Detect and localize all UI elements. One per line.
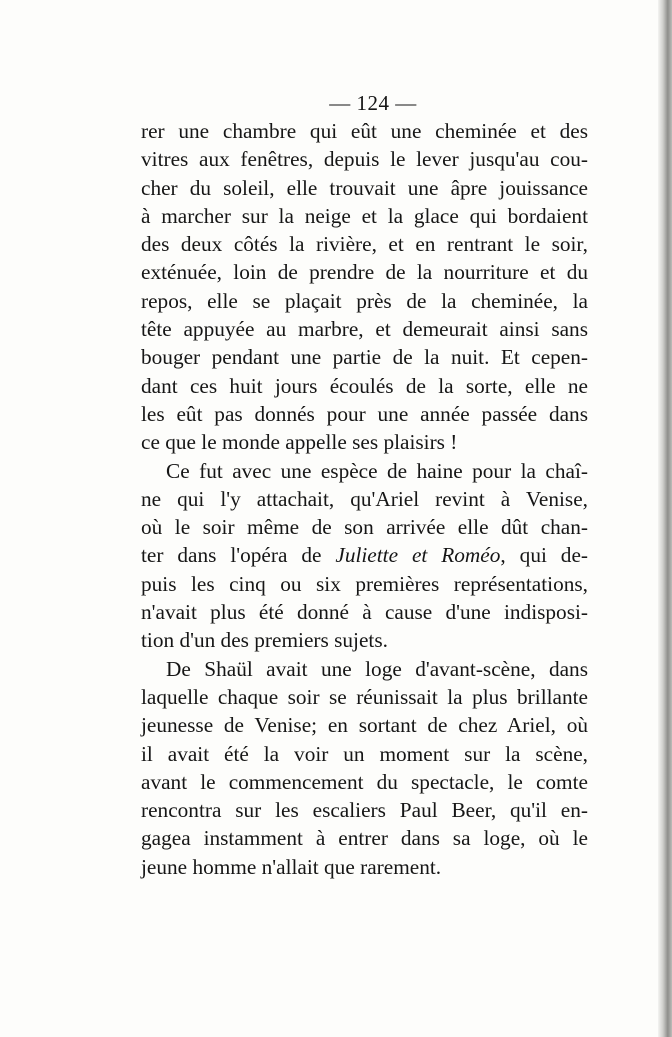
text-line: jeune homme n'allait que rarement.: [141, 854, 442, 879]
text-line: laquelle chaque soir se réunissait la plus brillante: [141, 684, 588, 709]
text-line: ce que le monde appelle ses plaisirs !: [141, 430, 458, 455]
text-fragment: ter dans l'opéra de: [141, 543, 322, 568]
text-line: des deux côtés la rivière, et en rentrant le soir,: [141, 232, 588, 257]
paragraph-1: [141, 117, 588, 457]
opera-title: Juliette et Roméo: [335, 543, 501, 568]
text-line: il avait été la voir un moment sur la scène,: [141, 741, 588, 766]
text-line: De Shaül avait une loge d'avant-scène, dans: [166, 656, 588, 681]
text-line: à marcher sur la neige et la glace qui bordaient: [141, 203, 588, 228]
text-line: n'avait plus été donné à cause d'une indisposi-: [141, 600, 588, 625]
text-line: dant ces huit jours écoulés de la sorte, elle ne: [141, 373, 588, 398]
text-line: bouger pendant une partie de la nuit. Et cepen-: [141, 345, 588, 370]
text-line: tête appuyée au marbre, et demeurait ainsi sans: [141, 317, 588, 342]
text-line: rencontra sur les escaliers Paul Beer, qu'il en-: [141, 798, 588, 823]
text-line: tion d'un des premiers sujets.: [141, 628, 388, 653]
text-line: jeunesse de Venise; en sortant de chez Ariel, où: [141, 713, 588, 738]
text-line: rer une chambre qui eût une cheminée et des: [141, 119, 588, 143]
text-line: où le soir même de son arrivée elle dût chan-: [141, 515, 588, 540]
text-line: avant le commencement du spectacle, le comte: [141, 769, 588, 794]
paragraph-2: [141, 457, 588, 655]
text-line: repos, elle se plaçait près de la cheminée, la: [141, 288, 588, 313]
page-edge-shadow: [658, 0, 672, 1037]
text-fragment: , qui de-: [500, 543, 589, 568]
text-line: puis les cinq ou six premières représentations,: [141, 571, 588, 596]
paragraph-3: [141, 655, 588, 881]
text-line: cher du soleil, elle trouvait une âpre jouissance: [141, 175, 588, 200]
text-line: ne qui l'y attachait, qu'Ariel revint à Venise,: [141, 486, 588, 511]
body-text: [141, 117, 588, 881]
text-line-with-title: [141, 541, 588, 569]
text-line: vitres aux fenêtres, depuis le lever jusqu'au cou-: [141, 147, 588, 172]
text-line: Ce fut avec une espèce de haine pour la chaî-: [166, 458, 588, 483]
text-line: gagea instamment à entrer dans sa loge, où le: [141, 826, 588, 851]
text-line: les eût pas donnés pour une année passée dans: [141, 401, 588, 426]
text-line: exténuée, loin de prendre de la nourriture et du: [141, 260, 588, 285]
page-number: — 124 —: [329, 91, 417, 115]
